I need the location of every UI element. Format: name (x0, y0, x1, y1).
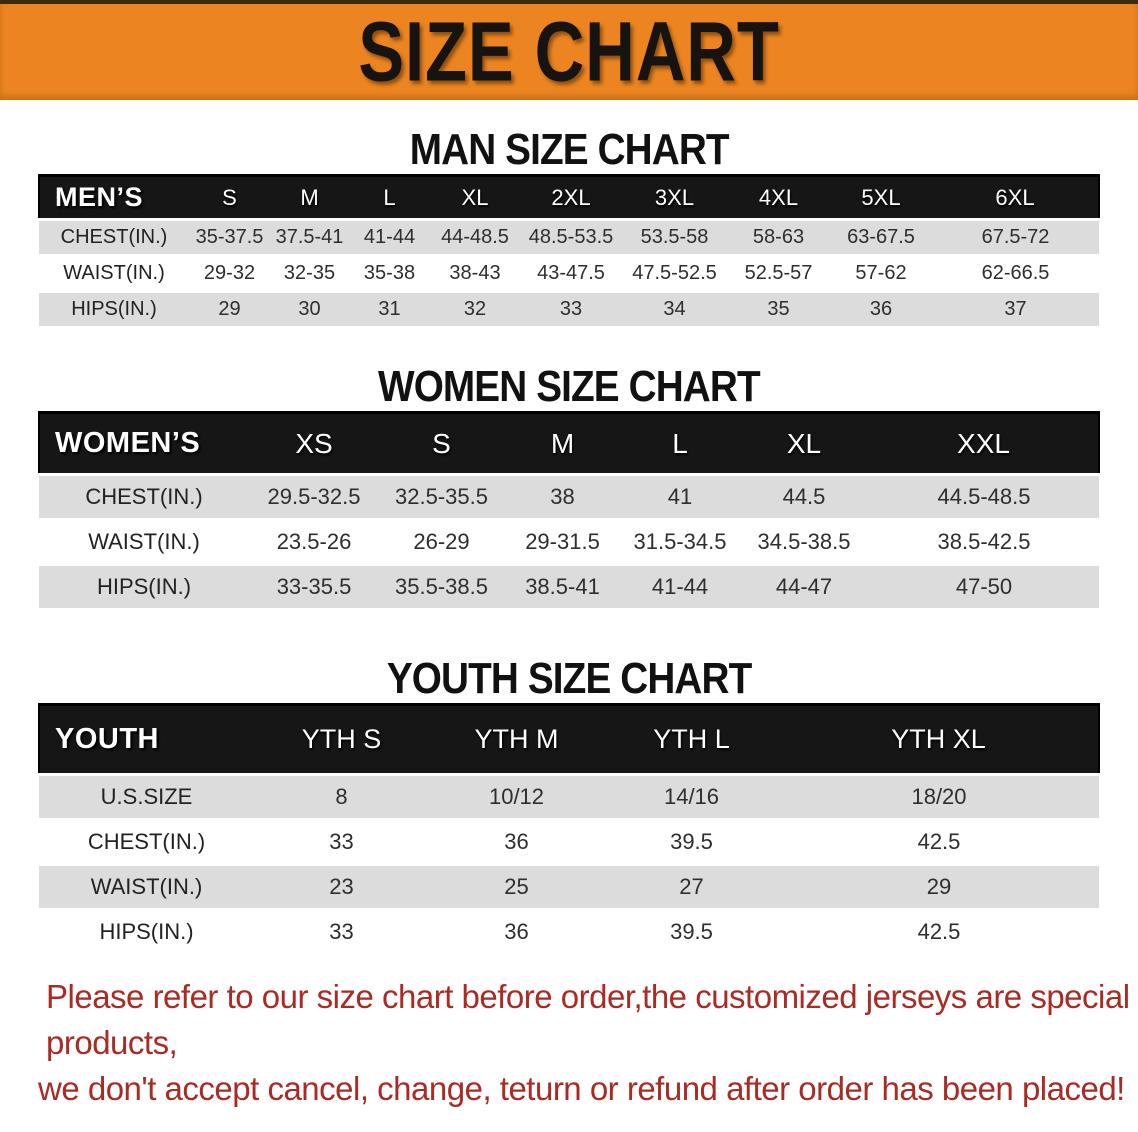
measurement-cell: 44-48.5 (430, 220, 520, 256)
measurement-cell: 32 (430, 292, 520, 328)
measurement-cell: 33-35.5 (249, 565, 379, 610)
measurement-cell: 41-44 (621, 565, 739, 610)
measurement-cell: 44.5-48.5 (869, 475, 1099, 520)
measurement-cell: 38.5-42.5 (869, 520, 1099, 565)
measurement-row (39, 775, 1099, 820)
measurement-cell: 18/20 (779, 775, 1099, 820)
measurement-row (39, 220, 1099, 256)
measurement-row (39, 475, 1099, 520)
row-label-cell: CHEST(IN.) (39, 475, 249, 520)
measurement-cell: 33 (520, 292, 622, 328)
measurement-cell: 36 (429, 820, 604, 865)
measurement-cell: 47-50 (869, 565, 1099, 610)
measurement-cell: 33 (254, 910, 429, 955)
banner-title: SIZE CHART (358, 4, 780, 99)
row-label-cell: WAIST(IN.) (39, 865, 254, 910)
measurement-cell: 48.5-53.5 (520, 220, 622, 256)
size-column-header: M (270, 176, 349, 220)
row-label-cell: HIPS(IN.) (39, 565, 249, 610)
measurement-cell: 23 (254, 865, 429, 910)
measurement-row (39, 520, 1099, 565)
measurement-cell: 41-44 (349, 220, 430, 256)
measurement-cell: 44-47 (739, 565, 869, 610)
measurement-cell: 29-32 (189, 256, 270, 292)
measurement-cell: 38-43 (430, 256, 520, 292)
measurement-cell: 38 (504, 475, 621, 520)
measurement-cell: 8 (254, 775, 429, 820)
measurement-cell: 35-37.5 (189, 220, 270, 256)
measurement-cell: 23.5-26 (249, 520, 379, 565)
row-label-cell: HIPS(IN.) (39, 292, 189, 328)
measurement-cell: 44.5 (739, 475, 869, 520)
youth-section-heading: YOUTH SIZE CHART (386, 654, 752, 703)
measurement-cell: 37 (932, 292, 1099, 328)
size-column-header: L (621, 413, 739, 475)
table-corner-label: MEN’S (39, 176, 189, 220)
measurement-cell: 38.5-41 (504, 565, 621, 610)
measurement-cell: 37.5-41 (270, 220, 349, 256)
women-size-table (38, 411, 1100, 611)
measurement-cell: 47.5-52.5 (622, 256, 727, 292)
size-column-header: XXL (869, 413, 1099, 475)
measurement-cell: 36 (429, 910, 604, 955)
disclaimer-line-2: we don't accept cancel, change, teturn or refund after order has been placed! (38, 1070, 1125, 1107)
size-column-header: M (504, 413, 621, 475)
row-label-cell: WAIST(IN.) (39, 520, 249, 565)
youth-size-section (0, 655, 1138, 956)
measurement-cell: 39.5 (604, 910, 779, 955)
size-column-header: S (189, 176, 270, 220)
measurement-cell: 31.5-34.5 (621, 520, 739, 565)
men-section-heading: MAN SIZE CHART (409, 125, 729, 174)
order-disclaimer (0, 974, 1138, 1112)
measurement-cell: 34.5-38.5 (739, 520, 869, 565)
row-label-cell: CHEST(IN.) (39, 820, 254, 865)
measurement-cell: 41 (621, 475, 739, 520)
measurement-cell: 29 (779, 865, 1099, 910)
size-column-header: L (349, 176, 430, 220)
measurement-cell: 58-63 (727, 220, 830, 256)
measurement-cell: 34 (622, 292, 727, 328)
measurement-cell: 32.5-35.5 (379, 475, 504, 520)
size-column-header: YTH S (254, 705, 429, 775)
measurement-row (39, 292, 1099, 328)
measurement-cell: 52.5-57 (727, 256, 830, 292)
measurement-cell: 62-66.5 (932, 256, 1099, 292)
measurement-cell: 31 (349, 292, 430, 328)
table-corner-label: YOUTH (39, 705, 254, 775)
size-chart-banner (0, 0, 1138, 100)
measurement-row (39, 256, 1099, 292)
measurement-row (39, 820, 1099, 865)
measurement-cell: 63-67.5 (830, 220, 932, 256)
size-column-header: YTH XL (779, 705, 1099, 775)
table-header-row (39, 176, 1099, 220)
measurement-cell: 53.5-58 (622, 220, 727, 256)
size-column-header: 4XL (727, 176, 830, 220)
size-column-header: YTH L (604, 705, 779, 775)
measurement-cell: 27 (604, 865, 779, 910)
measurement-cell: 25 (429, 865, 604, 910)
size-column-header: 3XL (622, 176, 727, 220)
size-column-header: S (379, 413, 504, 475)
measurement-cell: 30 (270, 292, 349, 328)
disclaimer-line-1: Please refer to our size chart before order,the customized jerseys are special products, (46, 978, 1130, 1061)
women-section-heading: WOMEN SIZE CHART (378, 362, 760, 411)
measurement-cell: 14/16 (604, 775, 779, 820)
measurement-row (39, 910, 1099, 955)
row-label-cell: CHEST(IN.) (39, 220, 189, 256)
table-corner-label: WOMEN’S (39, 413, 249, 475)
measurement-cell: 26-29 (379, 520, 504, 565)
table-header-row (39, 705, 1099, 775)
measurement-row (39, 565, 1099, 610)
row-label-cell: HIPS(IN.) (39, 910, 254, 955)
size-column-header: 5XL (830, 176, 932, 220)
size-column-header: 6XL (932, 176, 1099, 220)
measurement-cell: 43-47.5 (520, 256, 622, 292)
measurement-cell: 42.5 (779, 820, 1099, 865)
measurement-cell: 35-38 (349, 256, 430, 292)
size-column-header: 2XL (520, 176, 622, 220)
size-column-header: XS (249, 413, 379, 475)
size-column-header: XL (739, 413, 869, 475)
measurement-cell: 29.5-32.5 (249, 475, 379, 520)
row-label-cell: U.S.SIZE (39, 775, 254, 820)
youth-size-table (38, 703, 1100, 956)
size-column-header: YTH M (429, 705, 604, 775)
measurement-cell: 35.5-38.5 (379, 565, 504, 610)
measurement-cell: 29 (189, 292, 270, 328)
measurement-cell: 33 (254, 820, 429, 865)
women-size-section (0, 363, 1138, 611)
measurement-cell: 29-31.5 (504, 520, 621, 565)
measurement-cell: 35 (727, 292, 830, 328)
measurement-cell: 42.5 (779, 910, 1099, 955)
measurement-cell: 57-62 (830, 256, 932, 292)
measurement-cell: 36 (830, 292, 932, 328)
measurement-row (39, 865, 1099, 910)
measurement-cell: 67.5-72 (932, 220, 1099, 256)
table-header-row (39, 413, 1099, 475)
measurement-cell: 32-35 (270, 256, 349, 292)
size-column-header: XL (430, 176, 520, 220)
men-size-table (38, 174, 1100, 329)
row-label-cell: WAIST(IN.) (39, 256, 189, 292)
measurement-cell: 39.5 (604, 820, 779, 865)
men-size-section (0, 126, 1138, 329)
measurement-cell: 10/12 (429, 775, 604, 820)
